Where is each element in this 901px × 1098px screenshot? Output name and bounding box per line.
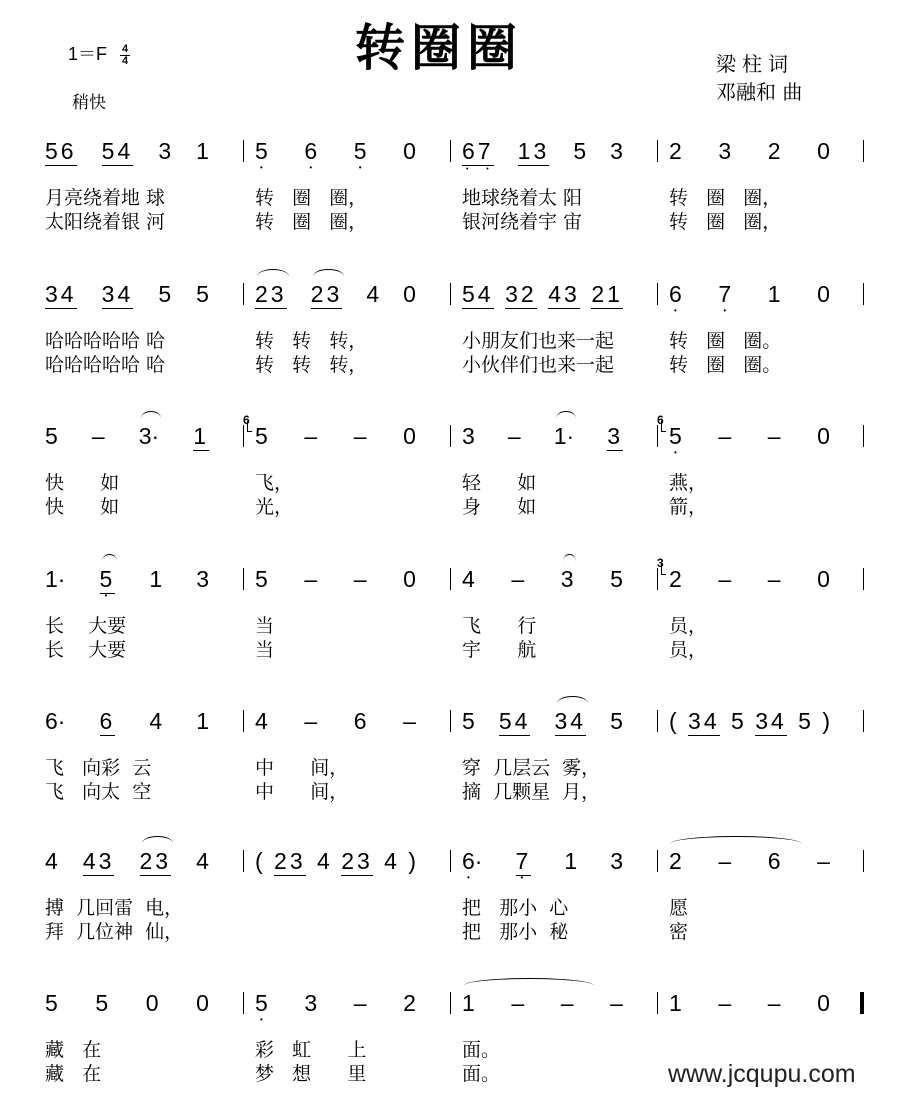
lyric-cell: 藏 在	[45, 1063, 102, 1085]
dash-extension: –	[718, 566, 732, 592]
note: 2 3	[669, 566, 682, 592]
lyric-cell: 员，	[669, 615, 708, 637]
note: 4	[366, 281, 380, 307]
measure	[243, 413, 450, 463]
measure	[45, 281, 243, 321]
time-bottom: 4	[121, 54, 129, 67]
lyric-cell: 银河绕着宇 宙	[462, 211, 583, 233]
note: 5	[731, 708, 744, 734]
lyric-cell: 小伙伴们也来一起	[462, 354, 615, 376]
note: 4	[462, 566, 475, 592]
lyric-cell	[243, 920, 450, 944]
measure	[243, 708, 450, 748]
measure	[450, 423, 657, 463]
note: 5	[798, 708, 811, 734]
dash-extension: –	[91, 423, 105, 449]
note: 3	[462, 423, 475, 449]
lyric-cell: 飞 向太 空	[45, 781, 152, 803]
note: 0	[403, 566, 416, 592]
note: 1	[149, 566, 163, 592]
measure	[45, 848, 243, 888]
note: 5	[610, 708, 623, 734]
grace-note: 6	[657, 407, 664, 433]
lyric-cell: 转 圈 圈，	[255, 211, 368, 233]
dash-extension: –	[718, 423, 732, 449]
measure	[450, 848, 657, 888]
song-title: 转圈圈	[355, 18, 523, 77]
lyric-cell: 拜 几位神 仙，	[45, 921, 184, 943]
dash-extension: –	[767, 566, 781, 592]
measure	[243, 281, 450, 321]
note: 43	[82, 848, 115, 874]
measure	[45, 138, 243, 178]
note: 6·	[45, 708, 66, 734]
measure-line	[45, 556, 870, 606]
note: 23	[274, 848, 306, 874]
note: 1·	[45, 566, 66, 592]
note: 43	[548, 281, 580, 307]
measure	[243, 566, 450, 606]
note: 2	[403, 990, 416, 1016]
lyric-cell: 面。	[462, 1063, 501, 1085]
measure	[243, 138, 450, 178]
lyric-cell: 员，	[669, 639, 708, 661]
lyric-line-2	[45, 353, 870, 377]
tempo-marking: 稍快	[72, 93, 106, 113]
lyric-cell	[657, 756, 864, 780]
note: 3	[304, 990, 318, 1016]
note: 34	[554, 708, 587, 734]
note: 5 •	[255, 138, 268, 164]
score-row	[45, 138, 870, 238]
parenthesis: )	[822, 708, 830, 734]
lyric-cell: 月亮绕着地 球	[45, 187, 166, 209]
measure	[657, 990, 864, 1030]
note: 1	[196, 138, 209, 164]
measure	[450, 281, 657, 321]
lyric-cell: 把 那小 心	[462, 897, 569, 919]
note: 1	[767, 281, 781, 307]
lyric-cell: 快 如	[45, 472, 120, 494]
note: 5	[45, 990, 58, 1016]
score-row	[45, 848, 870, 948]
note: 6	[99, 708, 116, 734]
note: 5	[196, 281, 209, 307]
measure	[657, 413, 864, 463]
note: 3·	[138, 423, 160, 449]
note: 56	[45, 138, 77, 164]
lyric-cell: 中 间，	[255, 781, 349, 803]
dash-extension: –	[353, 423, 367, 449]
lyric-cell: 把 那小 秘	[462, 921, 569, 943]
lyric-cell: 穿 几层云 雾，	[462, 757, 601, 779]
lyric-cell: 太阳绕着银 河	[45, 211, 166, 233]
note: 5	[158, 281, 172, 307]
lyric-line-1	[45, 1038, 870, 1062]
note: 0	[817, 990, 830, 1016]
composer-credit: 邓融和 曲	[716, 80, 803, 104]
note: 4	[149, 708, 163, 734]
dash-extension: –	[353, 990, 367, 1016]
note: 5	[610, 566, 623, 592]
measure	[657, 708, 864, 748]
lyric-cell: 轻 如	[462, 472, 537, 494]
note: 5	[45, 423, 58, 449]
note: 1	[669, 990, 682, 1016]
measure	[657, 281, 864, 321]
note: 34	[101, 281, 134, 307]
dash-extension: –	[767, 423, 781, 449]
lyric-line-1	[45, 329, 870, 353]
lyric-cell: 宇 航	[462, 639, 537, 661]
measure	[243, 848, 450, 888]
score-row	[45, 708, 870, 808]
note: 1	[462, 990, 475, 1016]
parenthesis: )	[408, 848, 416, 874]
lyric-line-2	[45, 780, 870, 804]
lyric-cell: 转 转 转，	[255, 354, 368, 376]
grace-note: 6	[243, 407, 250, 433]
note: 5	[573, 138, 587, 164]
dash-extension: –	[511, 990, 525, 1016]
note: 4	[45, 848, 58, 874]
lyric-line-1	[45, 896, 870, 920]
lyric-cell: 地球绕着太 阳	[462, 187, 583, 209]
dash-extension: –	[767, 990, 781, 1016]
note: 6 •	[669, 281, 682, 307]
dash-extension: –	[560, 990, 574, 1016]
note: 0	[403, 138, 416, 164]
measure	[45, 708, 243, 748]
note: 2	[767, 138, 781, 164]
lyric-cell: 当	[255, 639, 275, 661]
note: 3	[610, 848, 623, 874]
note: 5	[95, 990, 109, 1016]
measure	[657, 848, 864, 888]
measure	[657, 138, 864, 178]
lyric-cell: 飞 行	[462, 615, 537, 637]
lyric-cell: 燕，	[669, 472, 708, 494]
lyric-line-1	[45, 614, 870, 638]
note: 3	[718, 138, 732, 164]
note: 6	[353, 708, 367, 734]
note: 3	[610, 138, 623, 164]
dash-extension: –	[353, 566, 367, 592]
note: 54	[498, 708, 531, 734]
note: 34	[45, 281, 77, 307]
measure	[450, 566, 657, 606]
note: 0	[817, 423, 830, 449]
lyric-cell	[243, 896, 450, 920]
lyric-cell: 转 圈 圈。	[669, 354, 782, 376]
grace-note: 3	[657, 550, 664, 576]
note: 4	[196, 848, 209, 874]
note: 5 6 •	[669, 423, 682, 449]
lyric-cell: 藏 在	[45, 1039, 102, 1061]
note: 4	[255, 708, 268, 734]
lyric-cell: 转 圈 圈，	[255, 187, 368, 209]
dash-extension: –	[507, 423, 521, 449]
dash-extension: –	[304, 566, 318, 592]
note: 32	[505, 281, 537, 307]
note: 6	[767, 848, 781, 874]
note: 5	[255, 566, 268, 592]
note: 1	[196, 708, 209, 734]
lyric-cell: 箭，	[669, 496, 708, 518]
note: 5 6	[255, 423, 268, 449]
lyric-cell: 当	[255, 615, 275, 637]
dash-extension: –	[304, 708, 318, 734]
dash-extension: –	[610, 990, 623, 1016]
lyric-cell: 长 大要	[45, 639, 127, 661]
note: 34	[688, 708, 720, 734]
note: 5 •	[354, 138, 367, 164]
lyric-cell: 快 如	[45, 496, 120, 518]
lyric-cell: 转 圈 圈。	[669, 330, 782, 352]
note: 54	[462, 281, 494, 307]
dash-extension: –	[817, 848, 830, 874]
measure	[657, 556, 864, 606]
lyric-cell: 哈哈哈哈哈 哈	[45, 330, 166, 352]
measure	[45, 566, 243, 606]
measure	[450, 990, 657, 1030]
lyric-cell: 飞 向彩 云	[45, 757, 152, 779]
note: 7 •	[718, 281, 731, 307]
note: 34	[755, 708, 787, 734]
dash-extension: –	[718, 990, 732, 1016]
lyric-cell	[657, 780, 864, 804]
watermark: www.jcqupu.com	[668, 1060, 856, 1088]
lyric-line-2	[45, 210, 870, 234]
lyric-cell: 转 圈 圈，	[669, 187, 782, 209]
lyric-line-2	[45, 920, 870, 944]
dash-extension: –	[511, 566, 525, 592]
lyric-line-2	[45, 495, 870, 519]
note: 2	[669, 138, 682, 164]
note: 0	[403, 423, 416, 449]
measure	[243, 990, 450, 1030]
dash-extension: –	[304, 423, 318, 449]
note: 23	[310, 281, 343, 307]
measure-line	[45, 848, 870, 888]
lyricist-credit: 梁柱词	[716, 52, 794, 76]
parenthesis: (	[255, 848, 263, 874]
note: 1	[193, 423, 209, 449]
lyric-cell: 梦 想 里	[255, 1063, 367, 1085]
note: 5 •	[100, 566, 116, 594]
lyric-line-2	[45, 638, 870, 662]
lyric-line-1	[45, 471, 870, 495]
note: 23	[139, 848, 172, 874]
note: 21	[591, 281, 623, 307]
measure-line	[45, 281, 870, 321]
lyric-cell: 转 圈 圈，	[669, 211, 782, 233]
lyric-cell: 搏 几回雷 电，	[45, 897, 184, 919]
note: 54	[101, 138, 134, 164]
score-row	[45, 413, 870, 523]
dash-extension: –	[403, 708, 416, 734]
lyric-cell: 中 间，	[255, 757, 349, 779]
lyric-cell	[657, 1038, 864, 1062]
note: 3	[158, 138, 172, 164]
note: 7 •	[516, 848, 532, 876]
note: 0	[145, 990, 159, 1016]
note: 0	[817, 138, 830, 164]
lyric-cell: 密	[669, 921, 689, 943]
measure-line	[45, 708, 870, 748]
note: 0	[403, 281, 416, 307]
score-row	[45, 281, 870, 381]
lyric-cell: 小朋友们也来一起	[462, 330, 615, 352]
lyric-line-1	[45, 756, 870, 780]
note: 13	[517, 138, 550, 164]
lyric-cell: 飞，	[255, 472, 294, 494]
note: 1·	[553, 423, 575, 449]
score-row	[45, 556, 870, 666]
key-label: 1＝F	[68, 44, 108, 64]
lyric-cell: 身 如	[462, 496, 537, 518]
dash-extension: –	[718, 848, 732, 874]
note: 23	[341, 848, 373, 874]
lyric-cell: 转 转 转，	[255, 330, 368, 352]
measure	[45, 423, 243, 463]
time-signature	[120, 44, 130, 67]
lyric-cell: 彩 虹 上	[255, 1039, 367, 1061]
note: 4	[384, 848, 397, 874]
note: 0	[817, 281, 830, 307]
note: 1	[564, 848, 578, 874]
measure	[45, 990, 243, 1030]
lyric-cell: 光，	[255, 496, 294, 518]
lyric-line-1	[45, 186, 870, 210]
key-signature	[68, 40, 130, 67]
measure-line	[45, 990, 870, 1030]
lyric-cell: 愿	[669, 897, 689, 919]
time-top: 4	[121, 42, 129, 55]
measure-line	[45, 413, 870, 463]
measure	[450, 138, 657, 178]
lyric-cell: 长 大要	[45, 615, 127, 637]
note: 6· •	[462, 848, 482, 874]
note: 5 •	[255, 990, 268, 1016]
parenthesis: (	[669, 708, 677, 734]
note: 0	[817, 566, 830, 592]
note: 23	[255, 281, 287, 307]
note: 2	[669, 848, 682, 874]
measure-line	[45, 138, 870, 178]
note: 4	[317, 848, 330, 874]
note: 3	[560, 566, 574, 592]
lyric-cell: 哈哈哈哈哈 哈	[45, 354, 166, 376]
lyric-cell: 摘 几颗星 月，	[462, 781, 601, 803]
note: 3	[196, 566, 209, 592]
note: 6 •	[304, 138, 317, 164]
note: 67 • •	[462, 138, 494, 166]
note: 0	[196, 990, 209, 1016]
measure	[450, 708, 657, 748]
lyric-cell: 面。	[462, 1039, 501, 1061]
note: 3	[607, 423, 623, 449]
note: 5	[462, 708, 475, 734]
